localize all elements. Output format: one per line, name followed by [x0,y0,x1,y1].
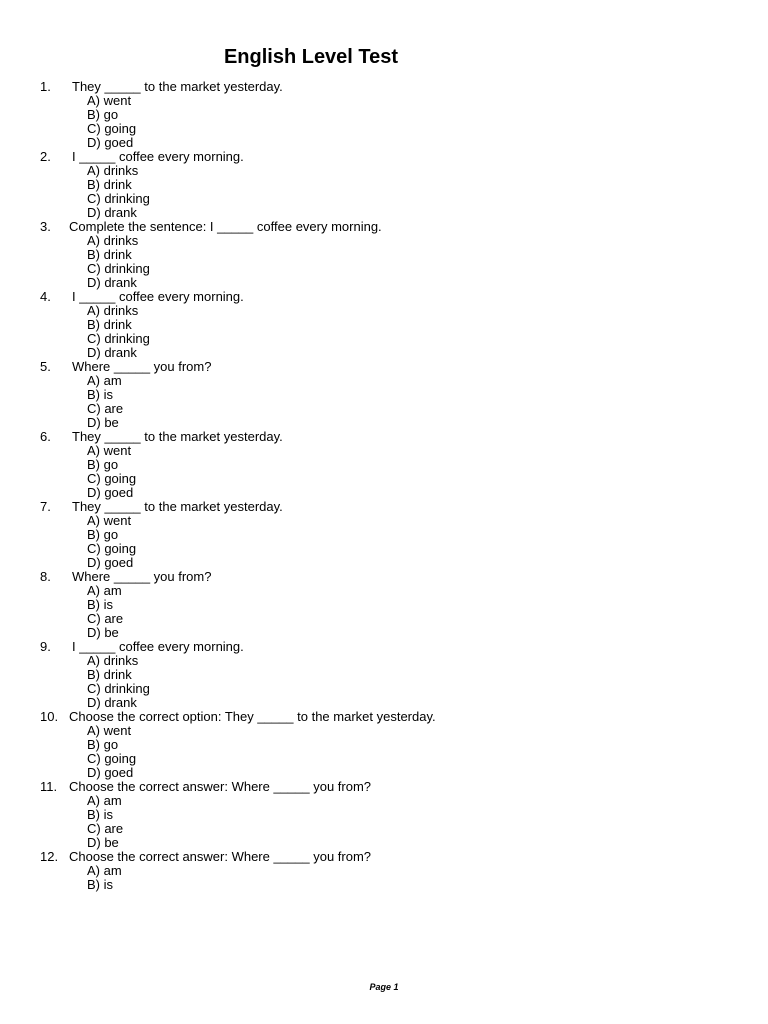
question-text: They _____ to the market yesterday. [72,429,283,444]
answer-option: C) are [87,821,124,836]
question-item [40,220,740,290]
question-text: They _____ to the market yesterday. [72,499,283,514]
question-text: They _____ to the market yesterday. [72,79,283,94]
question-line [40,850,740,864]
question-number: 1. [40,79,51,94]
answer-option: D) goed [87,135,134,150]
question-number: 2. [40,149,51,164]
question-number: 10. [40,709,59,724]
question-number: 4. [40,289,51,304]
question-item [40,430,740,500]
question-number: 12. [40,849,59,864]
answer-option: C) are [87,401,124,416]
question-line [40,710,740,724]
answer-option: B) go [87,107,119,122]
question-line [40,80,740,94]
answer-option: D) drank [87,345,137,360]
answer-option: D) drank [87,205,137,220]
answer-option: A) went [87,443,132,458]
question-item [40,80,740,150]
question-text: Choose the correct answer: Where _____ you from? [69,779,372,794]
answer-option: C) drinking [87,261,150,276]
question-item [40,780,740,850]
answer-option: B) drink [87,247,132,262]
answer-option: D) be [87,835,119,850]
answer-option: A) am [87,863,122,878]
question-item [40,640,740,710]
answer-option: D) goed [87,765,134,780]
answer-option: C) going [87,541,137,556]
answer-option: B) drink [87,667,132,682]
answer-option: A) am [87,373,122,388]
answer-option: D) be [87,625,119,640]
answer-option: A) am [87,793,122,808]
answer-option: C) drinking [87,331,150,346]
question-text: Choose the correct answer: Where _____ you from? [69,849,372,864]
answer-option: B) is [87,387,113,402]
question-text: Choose the correct option: They _____ to the market yesterday. [69,709,436,724]
question-text: Where _____ you from? [72,359,212,374]
question-line [40,150,740,164]
answer-option: C) going [87,121,137,136]
question-number: 8. [40,569,51,584]
question-text: Where _____ you from? [72,569,212,584]
answer-option: D) drank [87,275,137,290]
answer-option: D) be [87,415,119,430]
question-line [40,780,740,794]
question-number: 3. [40,219,51,234]
question-line [40,640,740,654]
question-line [40,430,740,444]
answer-option: B) go [87,737,119,752]
answer-option: D) goed [87,485,134,500]
answer-option: B) drink [87,317,132,332]
question-line [40,290,740,304]
question-item [40,570,740,640]
answer-option: A) went [87,513,132,528]
question-number: 9. [40,639,51,654]
answer-option: A) drinks [87,303,139,318]
question-line [40,220,740,234]
page-title: English Level Test [223,46,399,68]
question-line [40,500,740,514]
answer-option: A) went [87,723,132,738]
question-item [40,150,740,220]
question-item [40,360,740,430]
answer-option: C) drinking [87,681,150,696]
question-number: 11. [40,779,58,794]
question-number: 6. [40,429,51,444]
question-text: I _____ coffee every morning. [72,289,244,304]
question-item [40,850,740,892]
question-list [40,80,740,892]
answer-option: C) going [87,471,137,486]
answer-option: C) drinking [87,191,150,206]
question-item [40,710,740,780]
question-number: 5. [40,359,51,374]
question-item [40,500,740,570]
question-item [40,290,740,360]
answer-option: A) drinks [87,233,139,248]
answer-option: B) drink [87,177,132,192]
answer-option: C) going [87,751,137,766]
question-line [40,570,740,584]
page-number: Page 1 [369,982,399,992]
answer-option: B) go [87,457,119,472]
answer-option: C) are [87,611,124,626]
answer-option: B) is [87,597,113,612]
question-text: Complete the sentence: I _____ coffee every morning. [69,219,382,234]
question-number: 7. [40,499,51,514]
answer-option: D) drank [87,695,137,710]
answer-option: A) went [87,93,132,108]
answer-option: A) drinks [87,163,139,178]
answer-option: B) go [87,527,119,542]
answer-option: B) is [87,807,113,822]
question-line [40,360,740,374]
answer-option: A) am [87,583,122,598]
answer-option: A) drinks [87,653,139,668]
question-text: I _____ coffee every morning. [72,149,244,164]
answer-option: B) is [87,877,113,892]
question-text: I _____ coffee every morning. [72,639,244,654]
answer-option: D) goed [87,555,134,570]
